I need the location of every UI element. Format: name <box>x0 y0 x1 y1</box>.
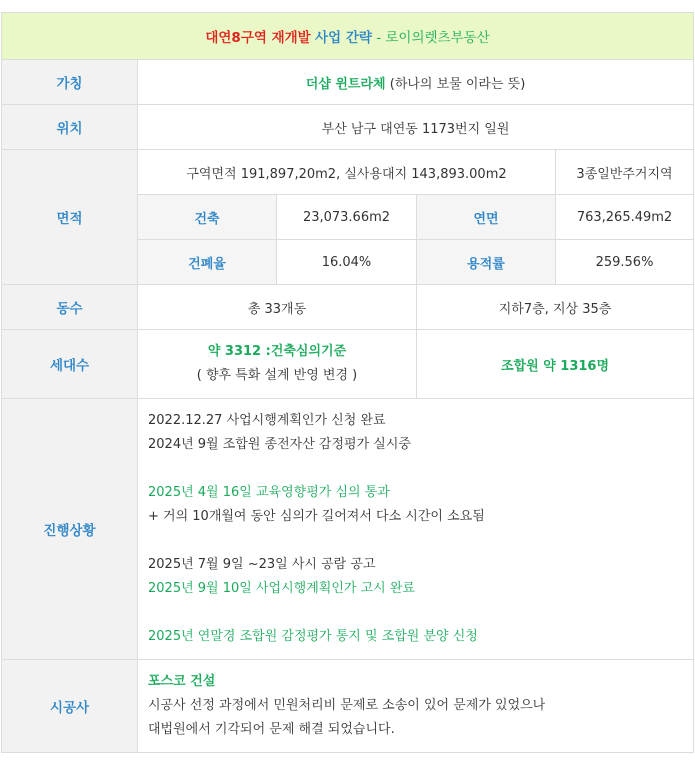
spacer <box>148 601 693 625</box>
far-label: 용적률 <box>417 240 556 285</box>
builder-note: 시공사 선정 과정에서 민원처리비 문제로 소송이 있어 문제가 있었으나 <box>148 698 546 713</box>
spacer <box>148 457 693 481</box>
households-value <box>138 330 417 399</box>
title-source: - 로이의렛츠부동산 <box>371 30 490 46</box>
title-sub: 사업 간략 <box>315 30 372 46</box>
union-members: 조합원 약 1316명 <box>417 330 694 399</box>
building-count: 총 33개동 <box>138 285 417 330</box>
builder-label: 시공사 <box>2 660 138 753</box>
area-summary: 구역면적 191,897,20m2, 실사용대지 143,893.00m2 <box>138 150 556 195</box>
progress-item: 2022.12.27 사업시행계획인가 신청 완료 <box>148 413 386 428</box>
coverage-value: 16.04% <box>277 240 417 285</box>
table-title <box>2 13 694 60</box>
location-label: 위치 <box>2 105 138 150</box>
households-count: 약 3312 :건축심의기준 <box>207 344 347 359</box>
progress-item: 2025년 7월 9일 ~23일 사시 공람 공고 <box>148 557 376 572</box>
progress-item: + 거의 10개월여 동안 심의가 길어져서 다소 시간이 소요됨 <box>148 509 485 524</box>
zone-type: 3종일반주거지역 <box>556 150 694 195</box>
buildings-label: 동수 <box>2 285 138 330</box>
area-label: 면적 <box>2 150 138 285</box>
coverage-label: 건폐율 <box>138 240 277 285</box>
building-floors: 지하7층, 지상 35층 <box>417 285 694 330</box>
name-label: 가칭 <box>2 60 138 105</box>
title-main: 대연8구역 재개발 <box>205 30 311 46</box>
households-note: ( 향후 특화 설계 반영 변경 ) <box>196 368 358 383</box>
builder-name: 포스코 건설 <box>148 674 216 689</box>
project-summary-table <box>1 12 694 753</box>
building-area-value: 23,073.66m2 <box>277 195 417 240</box>
project-name-meaning: (하나의 보물 이라는 뜻) <box>385 76 526 92</box>
progress-list <box>138 399 694 660</box>
progress-label: 진행상황 <box>2 399 138 660</box>
far-value: 259.56% <box>556 240 694 285</box>
progress-item: 2024년 9월 조합원 종전자산 감정평가 실시중 <box>148 437 411 452</box>
progress-item: 2025년 4월 16일 교육영향평가 심의 통과 <box>148 485 390 500</box>
spacer <box>148 529 693 553</box>
project-name: 더샵 윈트라체 <box>305 76 386 92</box>
building-area-label: 건축 <box>138 195 277 240</box>
progress-item: 2025년 9월 10일 사업시행계획인가 고시 완료 <box>148 581 415 596</box>
floor-area-value: 763,265.49m2 <box>556 195 694 240</box>
households-label: 세대수 <box>2 330 138 399</box>
floor-area-label: 연면 <box>417 195 556 240</box>
progress-item: 2025년 연말경 조합원 감정평가 통지 및 조합원 분양 신청 <box>148 629 478 644</box>
builder-note: 대법원에서 기각되어 문제 해결 되었습니다. <box>148 722 395 737</box>
builder-info <box>138 660 694 753</box>
location-value: 부산 남구 대연동 1173번지 일원 <box>138 105 694 150</box>
name-value <box>138 60 694 105</box>
